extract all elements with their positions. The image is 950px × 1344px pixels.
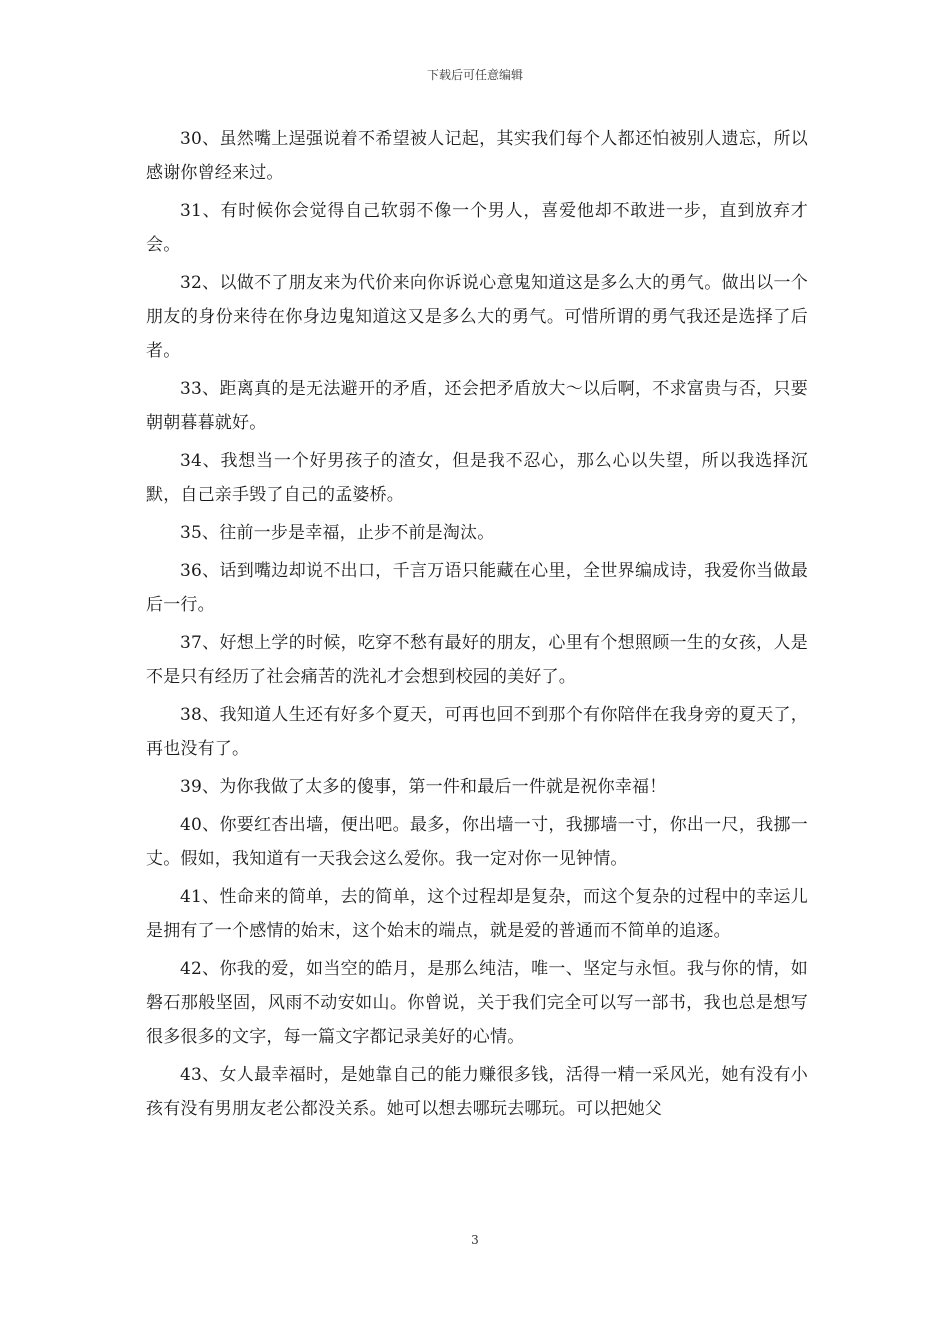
paragraph-41: 41、性命来的简单，去的简单，这个过程却是复杂，而这个复杂的过程中的幸运儿是拥有了一个感情的始末，这个始末的端点，就是爱的普通而不简单的追逐。 [146,887,808,941]
paragraph-39: 39、为你我做了太多的傻事，第一件和最后一件就是祝你幸福！ [180,777,667,797]
paragraph-31: 31、有时候你会觉得自己软弱不像一个男人，喜爱他却不敢进一步，直到放弃才会。 [146,201,808,255]
paragraph-37: 37、好想上学的时候，吃穿不愁有最好的朋友，心里有个想照顾一生的女孩，人是不是只有经历了社会痛苦的洗礼才会想到校园的美好了。 [146,633,808,687]
document-body [146,122,808,1130]
paragraph-33: 33、距离真的是无法避开的矛盾，还会把矛盾放大～以后啊，不求富贵与否，只要朝朝暮暮就好。 [146,379,808,433]
paragraph-38: 38、我知道人生还有好多个夏天，可再也回不到那个有你陪伴在我身旁的夏天了，再也没有了。 [146,705,808,759]
page-header: 下载后可任意编辑 [426,68,523,82]
paragraph-42: 42、你我的爱，如当空的皓月，是那么纯洁，唯一、坚定与永恒。我与你的情，如磐石那般坚固，风雨不动安如山。你曾说，关于我们完全可以写一部书，我也总是想写很多很多的文字，每一篇文字都记录美好的心情。 [146,959,808,1047]
paragraph-34: 34、我想当一个好男孩子的渣女，但是我不忍心，那么心以失望，所以我选择沉默，自己亲手毁了自己的孟婆桥。 [146,451,808,505]
paragraph-36: 36、话到嘴边却说不出口，千言万语只能藏在心里，全世界编成诗，我爱你当做最后一行。 [146,561,808,615]
paragraph-30: 30、虽然嘴上逞强说着不希望被人记起，其实我们每个人都还怕被别人遗忘，所以感谢你曾经来过。 [146,129,808,183]
paragraph-40: 40、你要红杏出墙，便出吧。最多，你出墙一寸，我挪墙一寸，你出一尺，我挪一丈。假如，我知道有一天我会这么爱你。我一定对你一见钟情。 [146,815,808,869]
paragraph-35: 35、往前一步是幸福，止步不前是淘汰。 [180,523,495,543]
paragraph-32: 32、以做不了朋友来为代价来向你诉说心意鬼知道这是多么大的勇气。做出以一个朋友的身份来待在你身边鬼知道这又是多么大的勇气。可惜所谓的勇气我还是选择了后者。 [146,273,808,361]
page-number: 3 [471,1233,479,1247]
paragraph-43: 43、女人最幸福时，是她靠自己的能力赚很多钱，活得一精一采风光，她有没有小孩有没有男朋友老公都没关系。她可以想去哪玩去哪玩。可以把她父 [146,1065,808,1119]
